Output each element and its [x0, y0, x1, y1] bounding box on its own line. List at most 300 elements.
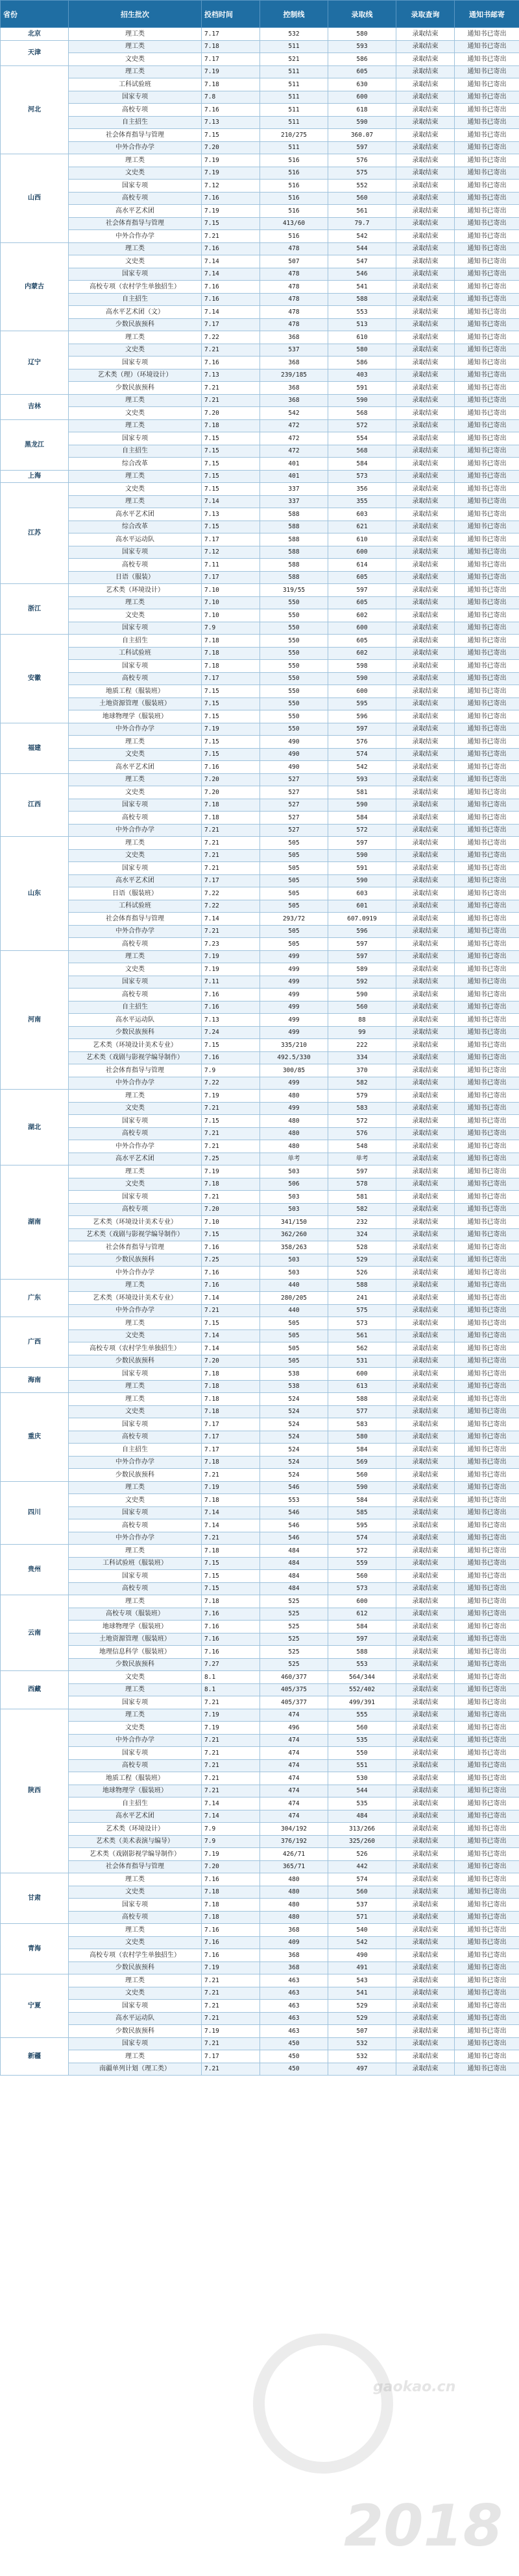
query-status-cell: 录取结束 — [396, 1140, 455, 1153]
mail-status-cell: 通知书已寄出 — [455, 963, 519, 976]
admission-line-cell: 554 — [328, 432, 396, 445]
query-status-cell: 录取结束 — [396, 1759, 455, 1772]
control-line-cell: 516 — [260, 192, 328, 205]
query-status-cell: 录取结束 — [396, 1899, 455, 1912]
province-cell: 重庆 — [1, 1393, 69, 1482]
batch-cell: 国家专项 — [69, 2037, 202, 2050]
mail-status-cell: 通知书已寄出 — [455, 812, 519, 825]
date-cell: 7.22 — [202, 331, 260, 344]
batch-cell: 国家专项 — [69, 1570, 202, 1583]
admission-line-cell: 324 — [328, 1228, 396, 1241]
batch-cell: 中外合作办学 — [69, 1304, 202, 1317]
table-row — [1, 1393, 519, 1406]
query-status-cell: 录取结束 — [396, 129, 455, 142]
date-cell: 7.14 — [202, 913, 260, 926]
batch-cell: 日语（服装班） — [69, 887, 202, 900]
control-line-cell: 450 — [260, 2050, 328, 2063]
admission-line-cell: 597 — [328, 1633, 396, 1646]
batch-cell: 少数民族预科 — [69, 1026, 202, 1039]
table-row — [1, 192, 519, 205]
admission-line-cell: 605 — [328, 65, 396, 78]
mail-status-cell: 通知书已寄出 — [455, 1936, 519, 1949]
control-line-cell: 499 — [260, 1102, 328, 1115]
admission-line-cell: 543 — [328, 1974, 396, 1987]
date-cell: 7.19 — [202, 1709, 260, 1722]
batch-cell: 地质工程（服装班） — [69, 685, 202, 698]
table-row — [1, 1279, 519, 1292]
date-cell: 7.16 — [202, 281, 260, 294]
query-status-cell: 录取结束 — [396, 2063, 455, 2076]
batch-cell: 理工类 — [69, 1545, 202, 1558]
admission-line-cell: 442 — [328, 1860, 396, 1873]
table-row — [1, 242, 519, 255]
table-row — [1, 1317, 519, 1330]
table-row — [1, 154, 519, 167]
admission-line-cell: 600 — [328, 91, 396, 104]
table-row — [1, 40, 519, 53]
batch-cell: 高校专项 — [69, 989, 202, 1001]
mail-status-cell: 通知书已寄出 — [455, 1785, 519, 1797]
table-row — [1, 394, 519, 407]
table-row — [1, 1153, 519, 1165]
header-query: 录取查询 — [396, 1, 455, 28]
batch-cell: 高校专项（农村学生单独招生） — [69, 1342, 202, 1355]
date-cell: 7.20 — [202, 1203, 260, 1216]
mail-status-cell: 通知书已寄出 — [455, 141, 519, 154]
table-row — [1, 1469, 519, 1482]
control-line-cell: 525 — [260, 1608, 328, 1621]
control-line-cell: 503 — [260, 1165, 328, 1178]
admission-line-cell: 531 — [328, 1355, 396, 1368]
date-cell: 7.10 — [202, 609, 260, 622]
mail-status-cell: 通知书已寄出 — [455, 849, 519, 862]
batch-cell: 综合改革 — [69, 458, 202, 471]
mail-status-cell: 通知书已寄出 — [455, 824, 519, 837]
control-line-cell: 532 — [260, 28, 328, 41]
table-row — [1, 913, 519, 926]
batch-cell: 自主招生 — [69, 635, 202, 648]
admission-line-cell: 584 — [328, 458, 396, 471]
date-cell: 7.19 — [202, 723, 260, 736]
table-row — [1, 1026, 519, 1039]
query-status-cell: 录取结束 — [396, 849, 455, 862]
batch-cell: 社会体育指导与管理 — [69, 913, 202, 926]
control-line-cell: 525 — [260, 1646, 328, 1659]
table-row — [1, 53, 519, 66]
mail-status-cell: 通知书已寄出 — [455, 976, 519, 989]
table-row — [1, 963, 519, 976]
date-cell: 7.21 — [202, 824, 260, 837]
query-status-cell: 录取结束 — [396, 559, 455, 572]
batch-cell: 高校专项 — [69, 812, 202, 825]
date-cell: 7.21 — [202, 1696, 260, 1709]
table-row — [1, 1696, 519, 1709]
query-status-cell: 录取结束 — [396, 748, 455, 761]
query-status-cell: 录取结束 — [396, 1532, 455, 1545]
control-line-cell: 546 — [260, 1506, 328, 1519]
admission-line-cell: 600 — [328, 546, 396, 559]
mail-status-cell: 通知书已寄出 — [455, 1216, 519, 1229]
mail-status-cell: 通知书已寄出 — [455, 1405, 519, 1418]
table-row — [1, 1077, 519, 1090]
mail-status-cell: 通知书已寄出 — [455, 887, 519, 900]
control-line-cell: 588 — [260, 571, 328, 584]
query-status-cell: 录取结束 — [396, 1203, 455, 1216]
control-line-cell: 546 — [260, 1481, 328, 1494]
batch-cell: 工科试验班 — [69, 78, 202, 91]
admission-line-cell: 526 — [328, 1848, 396, 1861]
province-cell: 内蒙古 — [1, 242, 69, 331]
control-line-cell: 426/71 — [260, 1848, 328, 1861]
query-status-cell: 录取结束 — [396, 938, 455, 951]
table-body — [1, 28, 519, 2076]
control-line-cell: 550 — [260, 710, 328, 723]
date-cell: 7.21 — [202, 1127, 260, 1140]
mail-status-cell: 通知书已寄出 — [455, 129, 519, 142]
date-cell: 7.21 — [202, 849, 260, 862]
mail-status-cell: 通知书已寄出 — [455, 1823, 519, 1836]
query-status-cell: 录取结束 — [396, 1418, 455, 1431]
query-status-cell: 录取结束 — [396, 407, 455, 420]
table-row — [1, 1595, 519, 1608]
table-row — [1, 710, 519, 723]
batch-cell: 社会体育指导与管理 — [69, 129, 202, 142]
admission-line-cell: 560 — [328, 1722, 396, 1735]
control-line-cell: 511 — [260, 40, 328, 53]
admission-line-cell: 542 — [328, 1936, 396, 1949]
admission-line-cell: 553 — [328, 306, 396, 319]
query-status-cell: 录取结束 — [396, 1064, 455, 1077]
batch-cell: 南疆单列计划（理工类） — [69, 2063, 202, 2076]
mail-status-cell: 通知书已寄出 — [455, 660, 519, 673]
query-status-cell: 录取结束 — [396, 1051, 455, 1064]
mail-status-cell: 通知书已寄出 — [455, 1279, 519, 1292]
table-row — [1, 950, 519, 963]
date-cell: 7.16 — [202, 192, 260, 205]
batch-cell: 理工类 — [69, 773, 202, 786]
batch-cell: 少数民族预科 — [69, 382, 202, 395]
mail-status-cell: 通知书已寄出 — [455, 1911, 519, 1924]
admission-line-cell: 588 — [328, 293, 396, 306]
admission-line-cell: 232 — [328, 1216, 396, 1229]
mail-status-cell: 通知书已寄出 — [455, 1608, 519, 1621]
admission-line-cell: 550 — [328, 1747, 396, 1760]
table-row — [1, 129, 519, 142]
admission-line-cell: 591 — [328, 382, 396, 395]
batch-cell: 国家专项 — [69, 1368, 202, 1381]
mail-status-cell: 通知书已寄出 — [455, 773, 519, 786]
date-cell: 7.15 — [202, 521, 260, 533]
table-row — [1, 1658, 519, 1671]
batch-cell: 土地资源管理（服装班） — [69, 697, 202, 710]
mail-status-cell: 通知书已寄出 — [455, 1051, 519, 1064]
control-line-cell: 550 — [260, 723, 328, 736]
table-row — [1, 2025, 519, 2038]
mail-status-cell: 通知书已寄出 — [455, 748, 519, 761]
mail-status-cell: 通知书已寄出 — [455, 407, 519, 420]
mail-status-cell: 通知书已寄出 — [455, 1899, 519, 1912]
mail-status-cell: 通知书已寄出 — [455, 900, 519, 913]
province-cell: 甘肃 — [1, 1873, 69, 1924]
date-cell: 7.11 — [202, 559, 260, 572]
admission-line-cell: 88 — [328, 1014, 396, 1027]
date-cell: 7.16 — [202, 1936, 260, 1949]
control-line-cell: 474 — [260, 1772, 328, 1785]
query-status-cell: 录取结束 — [396, 432, 455, 445]
control-line-cell: 505 — [260, 862, 328, 875]
query-status-cell: 录取结束 — [396, 1860, 455, 1873]
admission-line-cell: 560 — [328, 1570, 396, 1583]
table-row — [1, 837, 519, 850]
batch-cell: 少数民族预科 — [69, 1254, 202, 1267]
date-cell: 7.16 — [202, 1608, 260, 1621]
control-line-cell: 503 — [260, 1254, 328, 1267]
batch-cell: 文史类 — [69, 1936, 202, 1949]
admission-line-cell: 590 — [328, 874, 396, 887]
batch-cell: 国家专项 — [69, 1115, 202, 1128]
admission-line-cell: 241 — [328, 1292, 396, 1305]
table-row — [1, 1633, 519, 1646]
query-status-cell: 录取结束 — [396, 533, 455, 546]
query-status-cell: 录取结束 — [396, 672, 455, 685]
mail-status-cell: 通知书已寄出 — [455, 180, 519, 193]
table-row — [1, 672, 519, 685]
date-cell: 7.15 — [202, 1557, 260, 1570]
query-status-cell: 录取结束 — [396, 1292, 455, 1305]
header-province: 省份 — [1, 1, 69, 28]
query-status-cell: 录取结束 — [396, 1178, 455, 1191]
mail-status-cell: 通知书已寄出 — [455, 1469, 519, 1482]
batch-cell: 综合改革 — [69, 521, 202, 533]
date-cell: 7.21 — [202, 1785, 260, 1797]
control-line-cell: 524 — [260, 1444, 328, 1457]
province-cell: 青海 — [1, 1924, 69, 1974]
table-row — [1, 1835, 519, 1848]
control-line-cell: 505 — [260, 1329, 328, 1342]
table-row — [1, 1405, 519, 1418]
batch-cell: 中外合作办学 — [69, 1456, 202, 1469]
date-cell: 7.16 — [202, 1949, 260, 1962]
mail-status-cell: 通知书已寄出 — [455, 394, 519, 407]
batch-cell: 中外合作办学 — [69, 230, 202, 243]
control-line-cell: 516 — [260, 180, 328, 193]
mail-status-cell: 通知书已寄出 — [455, 925, 519, 938]
control-line-cell: 524 — [260, 1456, 328, 1469]
query-status-cell: 录取结束 — [396, 963, 455, 976]
admission-line-cell: 597 — [328, 950, 396, 963]
query-status-cell: 录取结束 — [396, 1317, 455, 1330]
admission-line-cell: 564/344 — [328, 1671, 396, 1684]
date-cell: 7.21 — [202, 382, 260, 395]
date-cell: 7.18 — [202, 1393, 260, 1406]
control-line-cell: 550 — [260, 647, 328, 660]
mail-status-cell: 通知书已寄出 — [455, 1658, 519, 1671]
admission-line-cell: 613 — [328, 1380, 396, 1393]
batch-cell: 国家专项 — [69, 1747, 202, 1760]
control-line-cell: 460/377 — [260, 1671, 328, 1684]
mail-status-cell: 通知书已寄出 — [455, 1456, 519, 1469]
control-line-cell: 505 — [260, 1355, 328, 1368]
query-status-cell: 录取结束 — [396, 609, 455, 622]
table-row — [1, 1899, 519, 1912]
date-cell: 7.15 — [202, 697, 260, 710]
query-status-cell: 录取结束 — [396, 382, 455, 395]
batch-cell: 国家专项 — [69, 2000, 202, 2013]
batch-cell: 高校专项（农村学生单独招生） — [69, 1949, 202, 1962]
admission-line-cell: 542 — [328, 761, 396, 774]
table-row — [1, 28, 519, 41]
table-row — [1, 799, 519, 812]
query-status-cell: 录取结束 — [396, 357, 455, 369]
admission-line-cell: 490 — [328, 1949, 396, 1962]
control-line-cell: 472 — [260, 432, 328, 445]
table-row — [1, 1267, 519, 1280]
mail-status-cell: 通知书已寄出 — [455, 622, 519, 635]
batch-cell: 国家专项 — [69, 180, 202, 193]
admission-line-cell: 596 — [328, 925, 396, 938]
admission-line-cell: 313/266 — [328, 1823, 396, 1836]
table-row — [1, 1557, 519, 1570]
table-row — [1, 1759, 519, 1772]
query-status-cell: 录取结束 — [396, 1709, 455, 1722]
date-cell: 7.20 — [202, 1860, 260, 1873]
mail-status-cell: 通知书已寄出 — [455, 736, 519, 749]
mail-status-cell: 通知书已寄出 — [455, 1974, 519, 1987]
mail-status-cell: 通知书已寄出 — [455, 546, 519, 559]
table-row — [1, 1949, 519, 1962]
query-status-cell: 录取结束 — [396, 242, 455, 255]
control-line-cell: 503 — [260, 1267, 328, 1280]
control-line-cell: 335/210 — [260, 1039, 328, 1052]
control-line-cell: 474 — [260, 1810, 328, 1823]
date-cell: 7.16 — [202, 1267, 260, 1280]
control-line-cell: 413/60 — [260, 217, 328, 230]
province-cell: 浙江 — [1, 584, 69, 635]
control-line-cell: 505 — [260, 874, 328, 887]
query-status-cell: 录取结束 — [396, 1481, 455, 1494]
date-cell: 7.21 — [202, 1987, 260, 2000]
control-line-cell: 484 — [260, 1570, 328, 1583]
date-cell: 7.20 — [202, 1355, 260, 1368]
mail-status-cell: 通知书已寄出 — [455, 672, 519, 685]
batch-cell: 高校专项 — [69, 1203, 202, 1216]
batch-cell: 国家专项 — [69, 1899, 202, 1912]
batch-cell: 文史类 — [69, 483, 202, 496]
admission-line-cell: 535 — [328, 1797, 396, 1810]
date-cell: 7.22 — [202, 1077, 260, 1090]
table-row — [1, 357, 519, 369]
date-cell: 7.14 — [202, 1797, 260, 1810]
mail-status-cell: 通知书已寄出 — [455, 1734, 519, 1747]
admission-line-cell: 583 — [328, 1418, 396, 1431]
date-cell: 7.16 — [202, 1279, 260, 1292]
admission-line-cell: 526 — [328, 1267, 396, 1280]
admission-line-cell: 576 — [328, 1127, 396, 1140]
control-line-cell: 527 — [260, 799, 328, 812]
table-row — [1, 1355, 519, 1368]
table-row — [1, 697, 519, 710]
table-row — [1, 369, 519, 382]
batch-cell: 理工类 — [69, 1165, 202, 1178]
control-line-cell: 499 — [260, 1077, 328, 1090]
date-cell: 7.19 — [202, 1722, 260, 1735]
mail-status-cell: 通知书已寄出 — [455, 1570, 519, 1583]
date-cell: 7.18 — [202, 1595, 260, 1608]
table-row — [1, 1178, 519, 1191]
admission-line-cell: 572 — [328, 1115, 396, 1128]
table-row — [1, 1228, 519, 1241]
mail-status-cell: 通知书已寄出 — [455, 761, 519, 774]
control-line-cell: 511 — [260, 116, 328, 129]
query-status-cell: 录取结束 — [396, 1393, 455, 1406]
batch-cell: 国家专项 — [69, 546, 202, 559]
table-row — [1, 344, 519, 357]
date-cell: 7.21 — [202, 1772, 260, 1785]
table-row — [1, 1191, 519, 1204]
batch-cell: 地质工程（服装班） — [69, 1772, 202, 1785]
admission-line-cell: 605 — [328, 596, 396, 609]
date-cell: 7.18 — [202, 647, 260, 660]
mail-status-cell: 通知书已寄出 — [455, 710, 519, 723]
batch-cell: 中外合作办学 — [69, 141, 202, 154]
table-row — [1, 407, 519, 420]
date-cell: 7.13 — [202, 116, 260, 129]
mail-status-cell: 通知书已寄出 — [455, 268, 519, 281]
query-status-cell: 录取结束 — [396, 887, 455, 900]
admission-line-cell: 589 — [328, 963, 396, 976]
admission-line-cell: 535 — [328, 1734, 396, 1747]
batch-cell: 高校专项 — [69, 192, 202, 205]
batch-cell: 理工类 — [69, 1974, 202, 1987]
control-line-cell: 588 — [260, 508, 328, 521]
admission-line-cell: 360.07 — [328, 129, 396, 142]
mail-status-cell: 通知书已寄出 — [455, 1633, 519, 1646]
date-cell: 7.16 — [202, 104, 260, 117]
batch-cell: 工科试验班 — [69, 647, 202, 660]
date-cell: 7.15 — [202, 1582, 260, 1595]
batch-cell: 高水平运动队 — [69, 2012, 202, 2025]
admission-line-cell: 单考 — [328, 1153, 396, 1165]
control-line-cell: 376/192 — [260, 1835, 328, 1848]
control-line-cell: 484 — [260, 1545, 328, 1558]
query-status-cell: 录取结束 — [396, 1279, 455, 1292]
table-row — [1, 1014, 519, 1027]
query-status-cell: 录取结束 — [396, 837, 455, 850]
mail-status-cell: 通知书已寄出 — [455, 1747, 519, 1760]
batch-cell: 社会体育指导与管理 — [69, 1064, 202, 1077]
control-line-cell: 368 — [260, 357, 328, 369]
date-cell: 7.14 — [202, 1810, 260, 1823]
date-cell: 7.14 — [202, 1292, 260, 1305]
query-status-cell: 录取结束 — [396, 635, 455, 648]
query-status-cell: 录取结束 — [396, 584, 455, 597]
mail-status-cell: 通知书已寄出 — [455, 1077, 519, 1090]
query-status-cell: 录取结束 — [396, 950, 455, 963]
date-cell: 7.27 — [202, 1658, 260, 1671]
date-cell: 7.18 — [202, 1886, 260, 1899]
admission-line-cell: 532 — [328, 2050, 396, 2063]
query-status-cell: 录取结束 — [396, 306, 455, 319]
admission-line-cell: 630 — [328, 78, 396, 91]
batch-cell: 理工类 — [69, 2050, 202, 2063]
mail-status-cell: 通知书已寄出 — [455, 1127, 519, 1140]
table-row — [1, 685, 519, 698]
batch-cell: 高水平艺术团 — [69, 1153, 202, 1165]
control-line-cell: 527 — [260, 824, 328, 837]
table-row — [1, 849, 519, 862]
mail-status-cell: 通知书已寄出 — [455, 1722, 519, 1735]
date-cell: 7.21 — [202, 2000, 260, 2013]
